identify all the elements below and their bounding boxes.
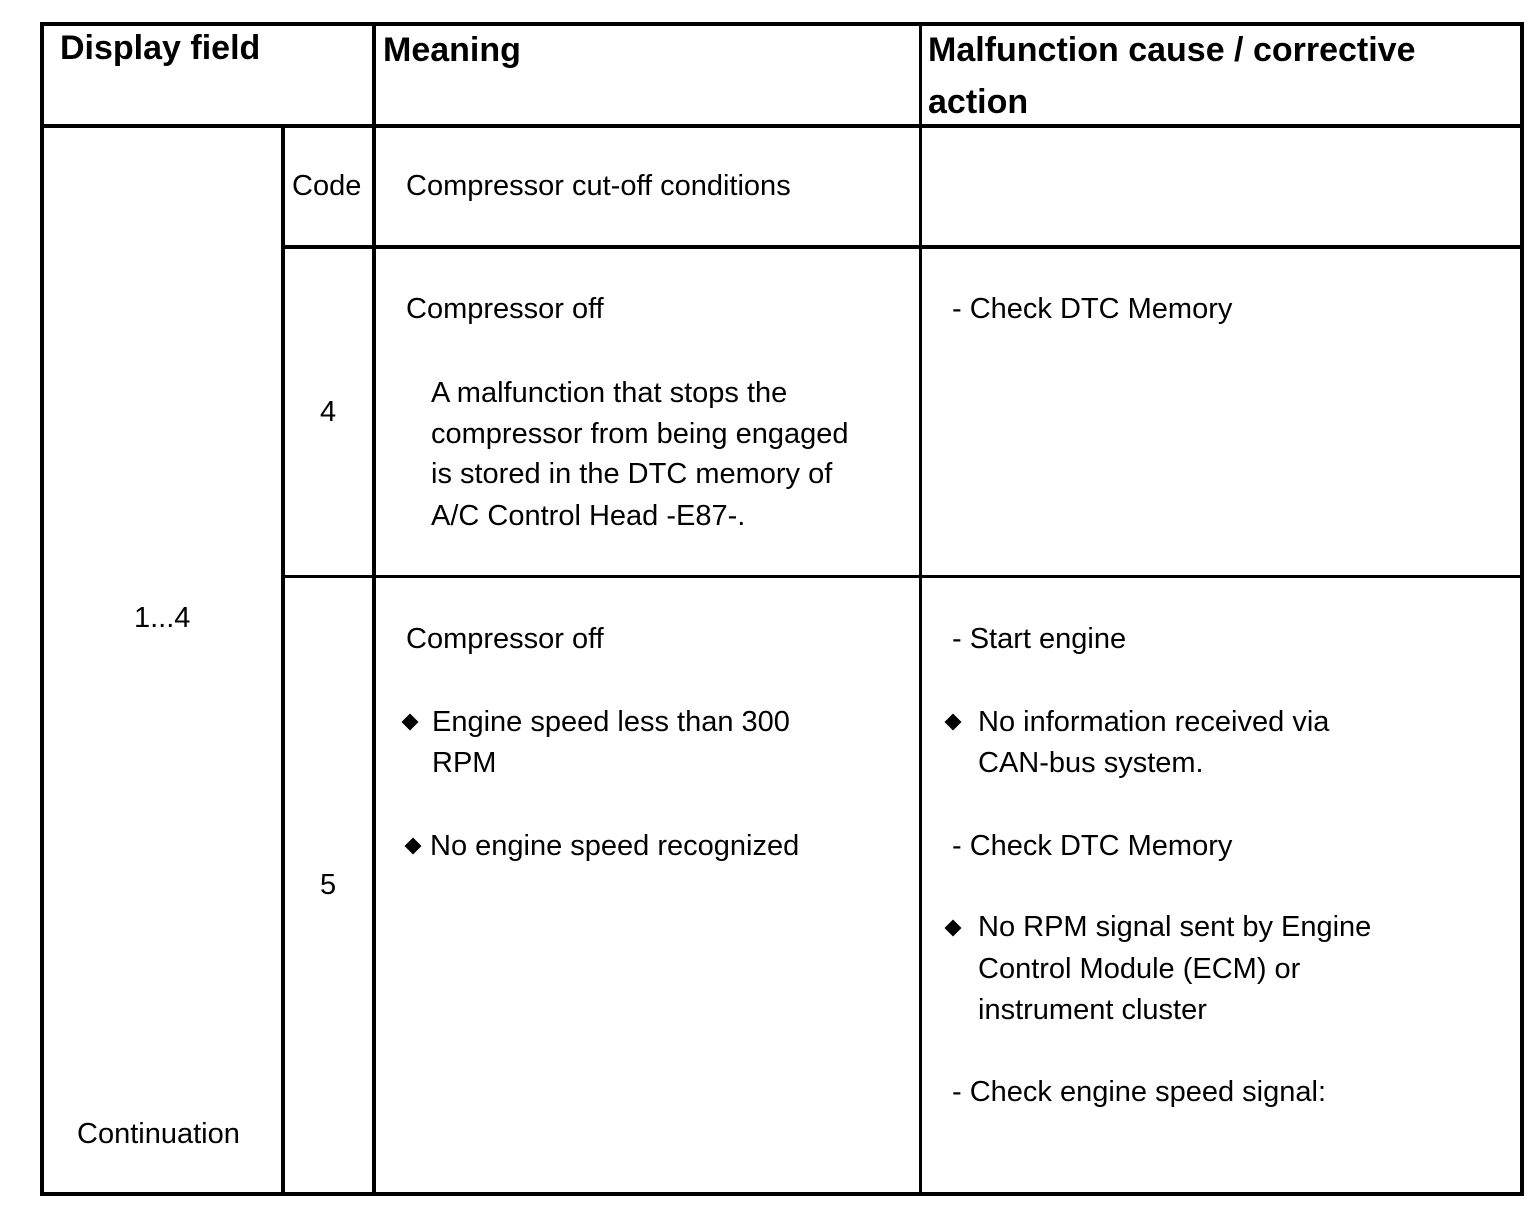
diamond-bullet-icon (945, 714, 962, 731)
table-border-bottom (40, 1192, 1524, 1196)
cutoff-conditions-title: Compressor cut-off conditions (406, 170, 791, 202)
display-field-header: Display field (60, 29, 261, 67)
code-5-action-bullet-1-line-1: No information received via (978, 706, 1330, 738)
code-4-meaning-detail-line-3: is stored in the DTC memory of (431, 458, 833, 490)
diamond-bullet-icon (405, 838, 422, 855)
diamond-bullet-icon (945, 920, 962, 937)
row-divider-code-4 (281, 575, 1524, 578)
code-5-action-bullet-1-line-2: CAN-bus system. (978, 747, 1204, 779)
code-4-meaning-title: Compressor off (406, 293, 604, 325)
code-5-meaning-bullet-1-line-2: RPM (432, 747, 497, 779)
code-5-meaning-bullet-2: No engine speed recognized (430, 830, 800, 862)
column-divider-meaning (372, 22, 376, 1196)
malfunction-cause-header-line-1: Malfunction cause / corrective (928, 31, 1416, 69)
code-4: 4 (320, 396, 337, 428)
display-field-value: 1...4 (134, 602, 191, 634)
continuation-label: Continuation (77, 1118, 240, 1150)
column-divider-code (281, 124, 285, 1196)
code-5-meaning-title: Compressor off (406, 623, 604, 655)
header-divider (40, 124, 1524, 128)
code-4-meaning-detail-line-1: A malfunction that stops the (431, 377, 788, 409)
code-4-meaning-detail-line-2: compressor from being engaged (431, 418, 849, 450)
column-divider-action (919, 22, 922, 1196)
malfunction-cause-header-line-2: action (928, 83, 1029, 121)
code-5-action-check-speed-signal: - Check engine speed signal: (952, 1076, 1327, 1108)
table-border-left (40, 22, 44, 1196)
code-4-action-check-dtc: - Check DTC Memory (952, 293, 1233, 325)
code-label: Code (292, 170, 362, 202)
row-divider-code-header (281, 245, 1524, 249)
code-5: 5 (320, 869, 337, 901)
code-5-action-bullet-2-line-2: Control Module (ECM) or (978, 953, 1301, 985)
code-5-action-check-dtc: - Check DTC Memory (952, 830, 1233, 862)
code-5-action-start-engine: - Start engine (952, 623, 1127, 655)
diamond-bullet-icon (402, 714, 419, 731)
table-border-right (1520, 22, 1524, 1196)
meaning-header: Meaning (383, 31, 521, 69)
code-5-action-bullet-2-line-3: instrument cluster (978, 994, 1207, 1026)
code-4-meaning-detail-line-4: A/C Control Head -E87-. (431, 500, 746, 532)
code-5-meaning-bullet-1-line-1: Engine speed less than 300 (432, 706, 790, 738)
code-5-action-bullet-2-line-1: No RPM signal sent by Engine (978, 911, 1372, 943)
